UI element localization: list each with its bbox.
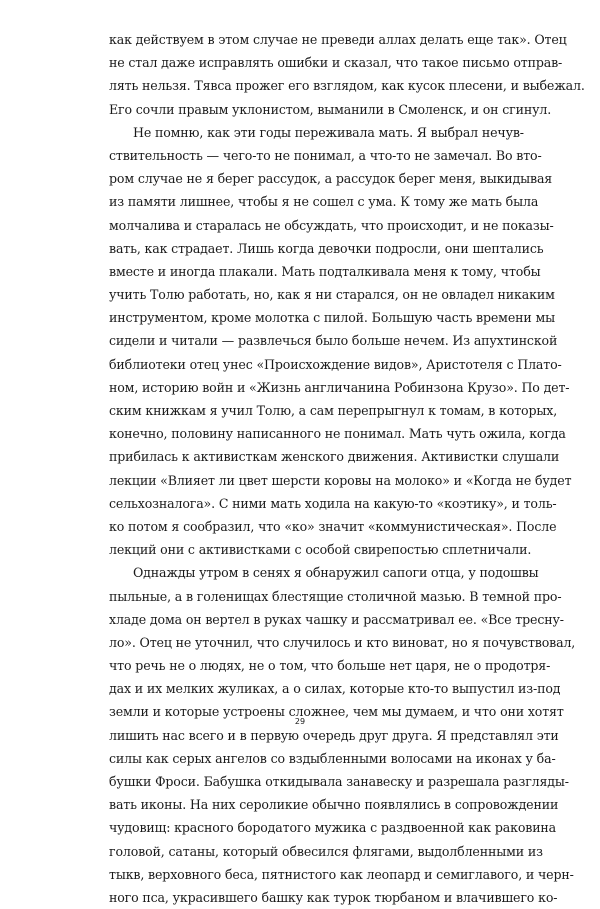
paragraph xyxy=(109,561,576,909)
text-line: ствительность — чего-то не понимал, а что-то не замечал. Во вто- xyxy=(109,147,542,163)
text-line: ским книжкам я учил Толю, а сам перепрыгнул к томам, в которых, xyxy=(109,403,558,418)
text-line: земли и которые устроены сложнее, чем мы думаем, и что они хотят xyxy=(109,704,564,720)
text-line: что речь не о людях, не о том, что больше нет царя, не о продотря- xyxy=(109,658,551,674)
text-line: вать, как страдает. Лишь когда девочки подросли, они шептались xyxy=(109,240,544,256)
text-line: бушки Фроси. Бабушка откидывала занавеску и разрешала разгляды- xyxy=(109,774,569,789)
text-line: лекций они с активистками с особой свирепостью сплетничали. xyxy=(109,542,532,558)
text-line: учить Толю работать, но, как я ни старался, он не овладел никаким xyxy=(109,287,555,303)
text-line: сидели и читали — развлечься было больше нечем. Из апухтинской xyxy=(109,333,558,349)
page-number: 29 xyxy=(294,717,306,726)
text-line: инструментом, кроме молотка с пилой. Большую часть времени мы xyxy=(109,310,555,326)
text-line: конечно, половину написанного не понимал. Мать чуть ожила, когда xyxy=(109,426,566,442)
text-line: Однажды утром в сенях я обнаружил сапоги отца, у подошвы xyxy=(133,565,539,581)
text-line: лекции «Влияет ли цвет шерсти коровы на молоко» и «Когда не будет xyxy=(109,472,572,488)
text-line: библиотеки отец унес «Происхождение видов», Аристотеля с Плато- xyxy=(109,356,562,372)
text-line: ного пса, украсившего башку как турок тюрбаном и влачившего ко- xyxy=(109,889,558,905)
text-line: Не помню, как эти годы переживала мать. Я выбрал нечув- xyxy=(133,124,524,140)
text-line: прибилась к активисткам женского движения. Активистки слушали xyxy=(109,449,560,465)
text-line: лишить нас всего и в первую очередь друг друга. Я представлял эти xyxy=(109,727,559,743)
text-line: силы как серых ангелов со вздыбленными волосами на иконах у ба- xyxy=(109,750,556,766)
text-line: ко потом я сообразил, что «ко» значит «коммунистическая». После xyxy=(109,518,557,534)
text-line: сельхозналога». С ними мать ходила на какую-то «коэтику», и толь- xyxy=(109,495,557,511)
text-line: чудовищ: красного бородатого мужика с раздвоенной как раковина xyxy=(109,820,557,836)
text-line: ло». Отец не уточнил, что случилось и кто виноват, но я почувствовал, xyxy=(109,634,576,650)
text-line: не стал даже исправлять ошибки и сказал, что такое письмо отправ- xyxy=(109,55,563,71)
text-line: ром случае не я берег рассудок, а рассудок берег меня, выкидывая xyxy=(109,171,553,187)
paragraph xyxy=(109,28,585,121)
text-line: дах и их мелких жуликах, а о силах, которые кто-то выпустил из-под xyxy=(109,681,561,697)
text-line: лять нельзя. Тявса прожег его взглядом, как кусок плесени, и выбежал. xyxy=(109,78,585,94)
text-line: хладе дома он вертел в руках чашку и рассматривал ее. «Все тресну- xyxy=(109,611,564,627)
text-line: тыкв, верховного беса, пятнистого как леопард и семиглавого, и черн- xyxy=(109,866,574,882)
body-text xyxy=(109,28,585,909)
text-line: вместе и иногда плакали. Мать подталкивала меня к тому, чтобы xyxy=(109,263,541,279)
text-line: ном, историю войн и «Жизнь англичанина Робинзона Крузо». По дет- xyxy=(109,379,570,395)
text-line: из памяти лишнее, чтобы я не сошел с ума. К тому же мать была xyxy=(109,194,539,210)
text-line: головой, сатаны, который обвесился флягами, выдолбленными из xyxy=(109,843,543,859)
paragraph xyxy=(109,121,572,562)
text-line: пыльные, а в голенищах блестящие столичной мазью. В темной про- xyxy=(109,588,562,604)
text-line: Его сочли правым уклонистом, выманили в Смоленск, и он сгинул. xyxy=(109,101,552,117)
text-line: молчалива и старалась не обсуждать, что происходит, и не показы- xyxy=(109,217,554,233)
text-line: вать иконы. На них сероликие обычно появлялись в сопровождении xyxy=(109,797,559,813)
text-line: как действуем в этом случае не преведи аллах делать еще так». Отец xyxy=(109,32,567,47)
